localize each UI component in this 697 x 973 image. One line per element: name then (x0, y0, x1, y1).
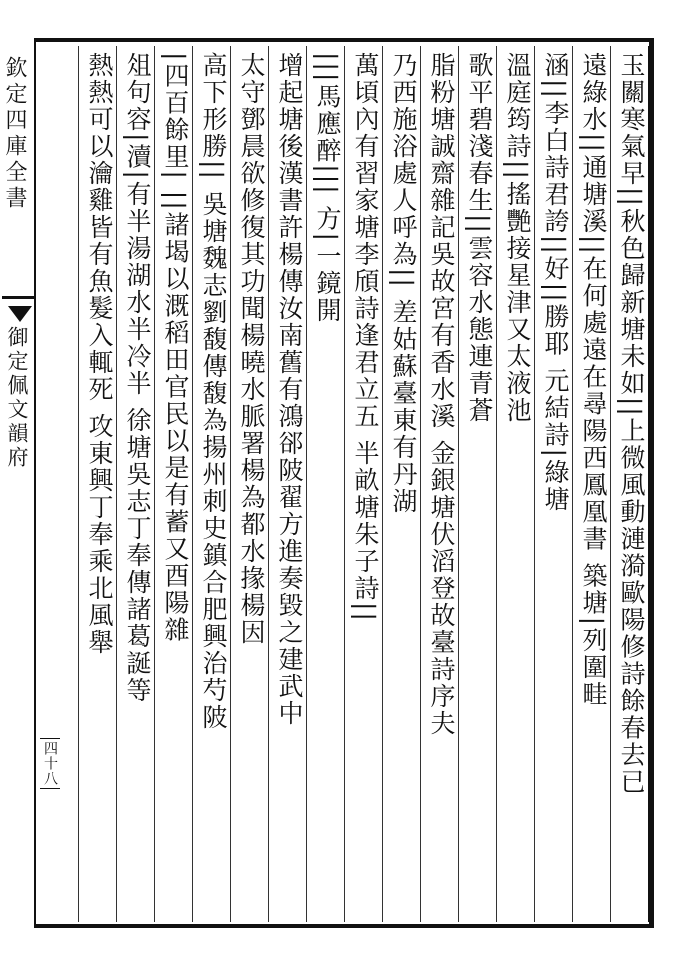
gutter-book-title: 御定佩文韻府 (5, 326, 29, 470)
column-rule (382, 46, 383, 922)
column-rule (572, 46, 573, 922)
text-column: 乃西施浴處人呼為|| 差姑蘇臺東有丹湖 (389, 52, 418, 515)
column-rule (458, 46, 459, 922)
text-column: 脂粉塘誠齋雜記吳故宮有香水溪 金銀塘伏滔登故臺詩序夫 (427, 52, 456, 737)
column-rule (154, 46, 155, 922)
text-column: |||馬應醉||| 方|一鏡開 (313, 52, 342, 324)
column-rule (306, 46, 307, 922)
gutter-border (34, 38, 36, 928)
text-column: 俎句容|瀆|有半湯湖水半冷半 徐塘吳志丁奉傳諸葛誕等 (123, 52, 152, 704)
text-column: 熱熱可以瀹雞皆有魚髮入輒死 攻東興丁奉乘北風舉 (85, 52, 114, 656)
text-column: 太守鄧晨欲修復其功聞楊曉水脈署楊為都水掾楊因 (237, 52, 266, 646)
column-rule (496, 46, 497, 922)
text-column: 歌平碧淺春生||雲容水態連青蒼 (465, 52, 494, 424)
text-column: 高下形勝|| 吳塘魏志劉馥傳馥為揚州刺史鎮合肥興治芍陂 (199, 52, 228, 731)
column-rule (534, 46, 535, 922)
column-rule (230, 46, 231, 922)
column-rule (420, 46, 421, 922)
column-rule (268, 46, 269, 922)
page-number: 四十八 (40, 738, 60, 789)
text-column: 涵||李白詩君誇||好||勝耶 元結詩|綠塘 (541, 52, 570, 513)
column-rule (610, 46, 611, 922)
fishtail-mark (8, 306, 32, 322)
text-column: 增起塘後漢書許楊傳汝南舊有鴻郤陂翟方進奏毀之建武中 (275, 52, 304, 727)
text-column: 萬頃內有習家塘李頎詩逢君立五 半畝塘朱子詩|| (351, 52, 380, 623)
column-rule (344, 46, 345, 922)
column-rule (78, 46, 79, 922)
text-column: |四百餘里| ||諸堨以溉稻田官民以是有蓄又酉陽雜 (161, 52, 190, 644)
gutter-separator (2, 296, 34, 299)
text-column: 溫庭筠詩||搖艷接星津又太液池 (503, 52, 532, 424)
frame-inner-line (648, 46, 649, 922)
text-column: 遠綠水||通塘溪||在何處遠在尋陽西鳳凰書 築塘|列圍畦 (579, 52, 608, 709)
column-rule (192, 46, 193, 922)
text-column: 玉關寒氣早||秋色歸新塘未如||上微風動漣漪歐陽修詩餘春去已 (617, 52, 646, 796)
column-rule (116, 46, 117, 922)
gutter-title: 欽定四庫全書 (2, 56, 27, 212)
